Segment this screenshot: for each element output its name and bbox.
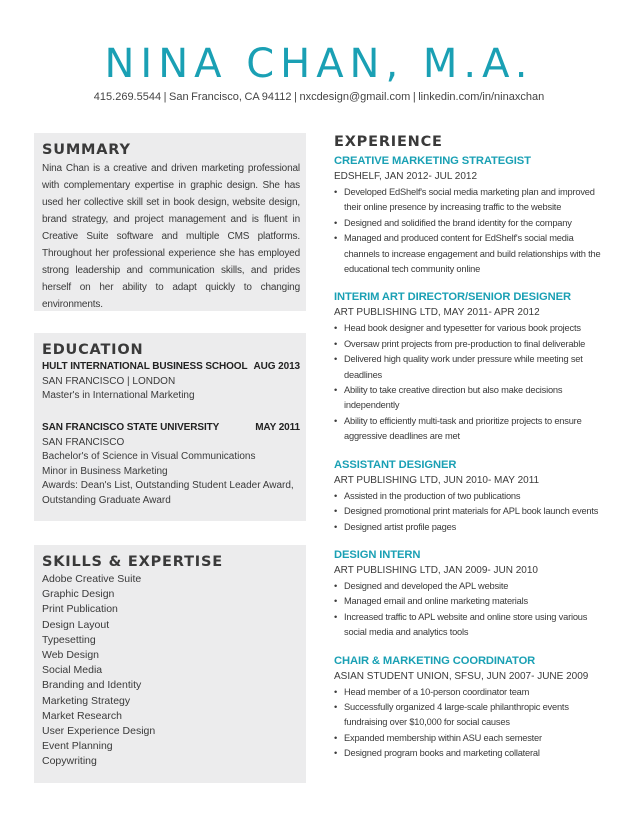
- education-detail: Minor in Business Marketing: [42, 465, 168, 477]
- job-employer-dates: ART PUBLISHING LTD, JAN 2009- JUN 2010: [334, 564, 538, 576]
- job-title: DESIGN INTERN: [334, 548, 421, 561]
- skill-item: Event Planning: [42, 740, 113, 753]
- resume-name: NINA CHAN, M.A.: [104, 41, 534, 87]
- school-name: SAN FRANCISCO STATE UNIVERSITY: [42, 422, 220, 433]
- job-bullet: • Managed email and online marketing materials: [334, 594, 606, 609]
- job-bullet: • Designed artist profile pages: [334, 520, 606, 535]
- skill-item: Social Media: [42, 664, 103, 677]
- job-bullets: [334, 489, 606, 535]
- job-title: ASSISTANT DESIGNER: [334, 458, 457, 471]
- job-bullet: • Designed promotional print materials for APL book launch events: [334, 504, 606, 519]
- job-bullet: • Head member of a 10-person coordinator team: [334, 685, 606, 700]
- job-bullets: [334, 321, 606, 444]
- job-entry: [334, 654, 606, 762]
- job-bullet: • Delivered high quality work under pressure while meeting set deadlines: [334, 352, 606, 383]
- education-detail: Awards: Dean's List, Outstanding Student Leader Award,: [42, 480, 294, 491]
- job-title: CREATIVE MARKETING STRATEGIST: [334, 155, 531, 167]
- job-bullet: • Designed and solidified the brand identity for the company: [334, 216, 606, 231]
- job-bullet: • Ability to efficiently multi-task and prioritize projects to ensure aggressive deadlines are met: [334, 414, 606, 445]
- job-bullet: • Assisted in the production of two publications: [334, 489, 606, 504]
- job-bullet: • Oversaw print projects from pre-production to final deliverable: [334, 337, 606, 352]
- experience-section: [334, 133, 606, 775]
- job-bullet: • Increased traffic to APL website and online store using various social media and analytics tools: [334, 610, 606, 641]
- job-bullet: • Ability to take creative direction but also make decisions independently: [334, 383, 606, 414]
- job-bullet: • Head book designer and typesetter for various book projects: [334, 321, 606, 336]
- job-bullets: [334, 579, 606, 641]
- job-employer-dates: ART PUBLISHING LTD, JUN 2010- MAY 2011: [334, 474, 540, 486]
- job-bullet: • Successfully organized 4 large-scale philanthropic events fundraising over $10,000 for social causes: [334, 700, 606, 731]
- skills-heading: SKILLS & EXPERTISE: [42, 554, 223, 570]
- skill-item: Web Design: [42, 649, 100, 662]
- skill-item: Copywriting: [42, 755, 97, 768]
- job-entry: [334, 290, 606, 444]
- job-bullet: • Designed program books and marketing collateral: [334, 746, 606, 761]
- education-entry: [42, 421, 300, 508]
- education-detail: Bachelor's of Science in Visual Communications: [42, 451, 256, 462]
- job-bullets: [334, 685, 606, 762]
- skill-item: Design Layout: [42, 618, 110, 631]
- skill-item: Market Research: [42, 709, 122, 722]
- job-bullet: • Managed and produced content for EdShelf's social media channels to increase engagement and build relationships with the educational tech community online: [334, 231, 606, 277]
- job-bullet: • Designed and developed the APL website: [334, 579, 606, 594]
- contact-line: 415.269.5544 | San Francisco, CA 94112 | nxcdesign@gmail.com | linkedin.com/in/ninaxchan: [93, 91, 545, 103]
- education-detail: Outstanding Graduate Award: [42, 494, 171, 506]
- graduation-date: AUG 2013: [253, 361, 300, 372]
- job-bullets: [334, 185, 606, 277]
- experience-heading: EXPERIENCE: [334, 134, 443, 150]
- summary-panel: [34, 133, 306, 311]
- job-employer-dates: EDSHELF, JAN 2012- JUL 2012: [334, 171, 478, 182]
- skills-panel: [34, 545, 306, 783]
- skill-item: Typesetting: [42, 633, 96, 646]
- job-title: INTERIM ART DIRECTOR/SENIOR DESIGNER: [334, 291, 571, 304]
- skills-list: [42, 572, 155, 770]
- education-entry: [42, 360, 300, 404]
- skill-item: User Experience Design: [42, 725, 156, 738]
- education-detail: SAN FRANCISCO | LONDON: [42, 375, 176, 387]
- job-entry: [334, 548, 606, 641]
- skill-item: Branding and Identity: [42, 679, 142, 692]
- school-name: HULT INTERNATIONAL BUSINESS SCHOOL: [42, 361, 248, 372]
- skill-item: Graphic Design: [42, 588, 115, 601]
- summary-heading: SUMMARY: [42, 142, 131, 158]
- job-bullet: • Developed EdShelf's social media marketing plan and improved their online presence by increasing traffic to the website: [334, 185, 606, 216]
- education-detail: SAN FRANCISCO: [42, 436, 125, 448]
- job-employer-dates: ART PUBLISHING LTD, MAY 2011- APR 2012: [334, 307, 540, 319]
- job-entry: [334, 154, 606, 277]
- skill-item: Print Publication: [42, 603, 118, 616]
- job-employer-dates: ASIAN STUDENT UNION, SFSU, JUN 2007- JUNE 2009: [334, 670, 589, 682]
- job-entry: [334, 458, 606, 535]
- education-panel: [34, 333, 306, 521]
- education-heading: EDUCATION: [42, 342, 144, 358]
- education-detail: Master's in International Marketing: [42, 390, 195, 401]
- job-bullet: • Expanded membership within ASU each semester: [334, 731, 606, 746]
- job-title: CHAIR & MARKETING COORDINATOR: [334, 654, 536, 667]
- skill-item: Adobe Creative Suite: [42, 573, 142, 585]
- skill-item: Marketing Strategy: [42, 694, 131, 707]
- graduation-date: MAY 2011: [255, 422, 300, 433]
- summary-text: Nina Chan is a creative and driven marketing professional with complementary expertise in graphic design. She has used her collective skill set in book design, website design, brand strategy, and project management and is fluent in Creative Suite software and multiple CMS platforms. Throughout her professional experience she has employed strong leadership and communication skills, and prides herself on her ability to adapt quickly to changing environments.: [42, 163, 300, 310]
